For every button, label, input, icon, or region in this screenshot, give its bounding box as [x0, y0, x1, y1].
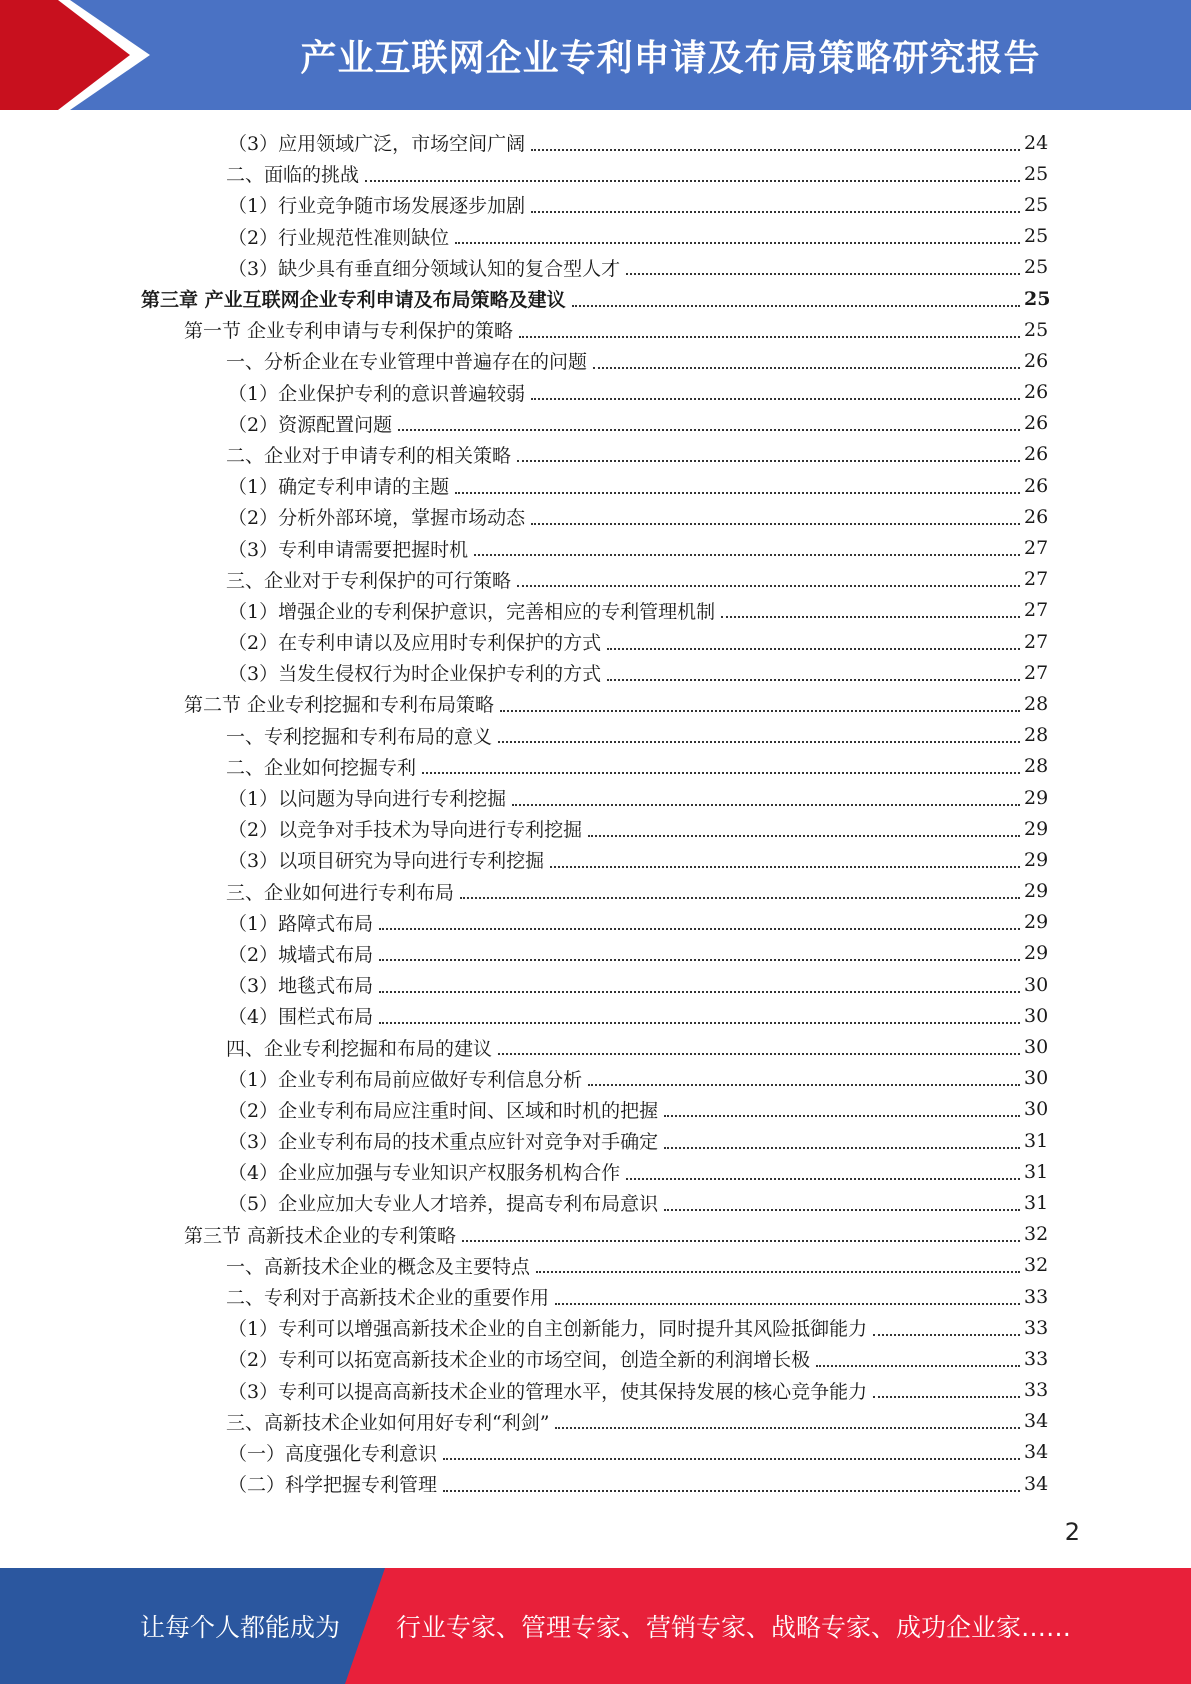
toc-dot-leader	[550, 866, 1020, 868]
toc-dot-leader	[455, 242, 1020, 244]
toc-dot-leader	[379, 991, 1020, 993]
toc-entry[interactable]	[0, 564, 1048, 595]
toc-entry-title: （一）高度强化专利意识	[228, 1442, 438, 1465]
toc-dot-leader	[588, 835, 1020, 837]
toc-entry-title: 一、专利挖掘和专利布局的意义	[226, 725, 493, 748]
toc-entry[interactable]	[0, 189, 1048, 220]
toc-entry[interactable]	[0, 1437, 1048, 1468]
toc-dot-leader	[379, 959, 1020, 961]
toc-dot-leader	[498, 741, 1020, 743]
toc-entry-page: 30	[1024, 1067, 1049, 1090]
toc-entry[interactable]	[0, 377, 1048, 408]
toc-entry-page: 33	[1024, 1316, 1049, 1339]
toc-entry-title: 第三节 高新技术企业的专利策略	[184, 1224, 457, 1247]
toc-entry-page: 34	[1024, 1472, 1049, 1495]
toc-entry-title: （二）科学把握专利管理	[228, 1474, 438, 1497]
document-title: 产业互联网企业专利申请及布局策略研究报告	[300, 37, 1041, 79]
toc-entry[interactable]	[0, 470, 1048, 501]
toc-entry-title: （3）企业专利布局的技术重点应针对竞争对手确定	[228, 1131, 659, 1154]
toc-entry-page: 29	[1024, 817, 1049, 840]
toc-dot-leader	[460, 897, 1020, 899]
toc-entry[interactable]	[0, 1468, 1048, 1499]
toc-entry-title: （3）应用领域广泛，市场空间广阔	[228, 133, 526, 156]
toc-entry-page: 28	[1024, 692, 1049, 715]
toc-entry-title: （3）当发生侵权行为时企业保护专利的方式	[228, 663, 602, 686]
toc-entry[interactable]	[0, 969, 1048, 1000]
toc-entry[interactable]	[0, 1312, 1048, 1343]
footer-slogan-right: 行业专家、管理专家、营销专家、战略专家、成功企业家……	[396, 1613, 1072, 1642]
toc-dot-leader	[555, 1427, 1020, 1429]
toc-entry-title: （2）企业专利布局应注重时间、区域和时机的把握	[228, 1099, 659, 1122]
toc-entry-page: 29	[1024, 880, 1049, 903]
toc-entry-page: 29	[1024, 942, 1049, 965]
toc-entry-title: 二、专利对于高新技术企业的重要作用	[226, 1287, 550, 1310]
toc-entry[interactable]	[0, 532, 1048, 563]
toc-entry-page: 29	[1024, 848, 1049, 871]
toc-entry-page: 32	[1024, 1223, 1049, 1246]
toc-entry[interactable]	[0, 720, 1048, 751]
toc-entry[interactable]	[0, 1281, 1048, 1312]
toc-dot-leader	[664, 1147, 1020, 1149]
toc-entry-title: 第一节 企业专利申请与专利保护的策略	[184, 320, 514, 343]
toc-entry[interactable]	[0, 1219, 1048, 1250]
toc-entry-page: 31	[1024, 1191, 1049, 1214]
toc-dot-leader	[422, 772, 1020, 774]
toc-entry[interactable]	[0, 1156, 1048, 1187]
toc-dot-leader	[531, 149, 1020, 151]
toc-entry[interactable]	[0, 907, 1048, 938]
toc-entry-page: 28	[1024, 724, 1049, 747]
toc-entry-title: 二、面临的挑战	[226, 164, 360, 187]
toc-entry[interactable]	[0, 252, 1048, 283]
toc-entry-title: （2）以竞争对手技术为导向进行专利挖掘	[228, 819, 583, 842]
toc-dot-leader	[572, 305, 1020, 307]
toc-entry-title: （1）以问题为导向进行专利挖掘	[228, 788, 507, 811]
toc-entry-page: 26	[1024, 349, 1049, 372]
toc-entry[interactable]	[0, 1375, 1048, 1406]
toc-entry-page: 27	[1024, 661, 1049, 684]
toc-entry-title: 第三章 产业互联网企业专利申请及布局策略及建议	[141, 289, 566, 312]
toc-entry[interactable]	[0, 626, 1048, 657]
toc-entry[interactable]	[0, 1125, 1048, 1156]
toc-entry[interactable]	[0, 657, 1048, 688]
toc-dot-leader	[873, 1334, 1020, 1336]
toc-dot-leader	[379, 1022, 1020, 1024]
toc-entry-page: 31	[1024, 1129, 1049, 1152]
toc-dot-leader	[379, 928, 1020, 930]
toc-dot-leader	[443, 1458, 1020, 1460]
toc-entry[interactable]	[0, 1250, 1048, 1281]
toc-entry-title: （1）专利可以增强高新技术企业的自主创新能力，同时提升其风险抵御能力	[228, 1318, 868, 1341]
toc-dot-leader	[531, 523, 1020, 525]
toc-entry-title: （3）专利申请需要把握时机	[228, 538, 469, 561]
toc-entry-page: 26	[1024, 443, 1049, 466]
toc-entry[interactable]	[0, 751, 1048, 782]
toc-dot-leader	[365, 180, 1020, 182]
toc-dot-leader	[517, 460, 1020, 462]
toc-entry[interactable]	[0, 314, 1048, 345]
toc-entry-title: 二、企业对于申请专利的相关策略	[226, 444, 512, 467]
toc-entry-page: 27	[1024, 630, 1049, 653]
toc-entry[interactable]	[0, 408, 1048, 439]
toc-entry-title: （1）行业竞争随市场发展逐步加剧	[228, 195, 526, 218]
toc-entry-page: 25	[1024, 287, 1051, 310]
toc-entry-title: （4）企业应加强与专业知识产权服务机构合作	[228, 1162, 621, 1185]
toc-entry[interactable]	[0, 127, 1048, 158]
toc-entry-page: 30	[1024, 973, 1049, 996]
table-of-contents	[0, 127, 1191, 1499]
toc-entry-page: 26	[1024, 381, 1049, 404]
toc-entry-title: （2）行业规范性准则缺位	[228, 226, 450, 249]
toc-dot-leader	[531, 211, 1020, 213]
toc-entry[interactable]	[0, 158, 1048, 189]
toc-entry-title: （1）确定专利申请的主题	[228, 476, 450, 499]
toc-dot-leader	[517, 585, 1020, 587]
toc-entry-title: （2）在专利申请以及应用时专利保护的方式	[228, 632, 602, 655]
toc-entry-page: 25	[1024, 225, 1049, 248]
toc-entry-page: 34	[1024, 1441, 1049, 1464]
toc-entry-page: 26	[1024, 474, 1049, 497]
toc-entry-page: 27	[1024, 537, 1049, 560]
toc-entry-title: （4）围栏式布局	[228, 1006, 374, 1029]
toc-entry[interactable]	[0, 938, 1048, 969]
footer-banner	[0, 1568, 1191, 1684]
toc-dot-leader	[531, 398, 1020, 400]
chevron-logo-icon	[0, 0, 160, 110]
toc-entry-page: 30	[1024, 1004, 1049, 1027]
toc-dot-leader	[873, 1396, 1020, 1398]
toc-entry[interactable]	[0, 1094, 1048, 1125]
toc-dot-leader	[455, 492, 1020, 494]
toc-entry-page: 25	[1024, 162, 1049, 185]
toc-entry-title: 三、企业对于专利保护的可行策略	[226, 569, 512, 592]
toc-entry[interactable]	[0, 595, 1048, 626]
toc-dot-leader	[462, 1240, 1020, 1242]
toc-entry-page: 33	[1024, 1285, 1049, 1308]
toc-entry-page: 34	[1024, 1410, 1049, 1433]
toc-entry-page: 33	[1024, 1347, 1049, 1370]
toc-entry[interactable]	[0, 844, 1048, 875]
toc-entry[interactable]	[0, 1063, 1048, 1094]
toc-entry[interactable]	[0, 688, 1048, 719]
toc-dot-leader	[607, 648, 1020, 650]
toc-entry-page: 32	[1024, 1254, 1049, 1277]
toc-entry[interactable]	[0, 1406, 1048, 1437]
toc-dot-leader	[555, 1303, 1020, 1305]
toc-entry-title: （3）地毯式布局	[228, 975, 374, 998]
toc-entry[interactable]	[0, 1031, 1048, 1062]
toc-entry-title: 四、企业专利挖掘和布局的建议	[226, 1037, 493, 1060]
toc-entry-page: 26	[1024, 412, 1049, 435]
toc-entry-page: 29	[1024, 786, 1049, 809]
toc-entry[interactable]	[0, 1343, 1048, 1374]
toc-dot-leader	[519, 336, 1020, 338]
toc-entry-title: （2）资源配置问题	[228, 413, 393, 436]
toc-dot-leader	[626, 273, 1020, 275]
toc-entry-title: （2）分析外部环境，掌握市场动态	[228, 507, 526, 530]
toc-entry-page: 26	[1024, 505, 1049, 528]
toc-entry-title: （2）城墙式布局	[228, 943, 374, 966]
toc-entry[interactable]	[0, 876, 1048, 907]
toc-dot-leader	[398, 429, 1020, 431]
toc-entry-title: （3）缺少具有垂直细分领域认知的复合型人才	[228, 257, 621, 280]
toc-entry-page: 29	[1024, 911, 1049, 934]
header-bar	[0, 0, 1191, 110]
toc-entry-page: 27	[1024, 599, 1049, 622]
toc-entry-page: 28	[1024, 755, 1049, 778]
toc-entry-page: 30	[1024, 1036, 1049, 1059]
toc-dot-leader	[500, 710, 1020, 712]
toc-entry-title: （2）专利可以拓宽高新技术企业的市场空间，创造全新的利润增长极	[228, 1349, 811, 1372]
toc-dot-leader	[607, 679, 1020, 681]
toc-dot-leader	[536, 1271, 1020, 1273]
toc-dot-leader	[664, 1115, 1020, 1117]
toc-dot-leader	[443, 1490, 1020, 1492]
toc-entry[interactable]	[0, 283, 1051, 314]
toc-entry-title: （3）专利可以提高高新技术企业的管理水平，使其保持发展的核心竞争能力	[228, 1380, 868, 1403]
toc-dot-leader	[498, 1053, 1020, 1055]
toc-entry-title: （1）路障式布局	[228, 912, 374, 935]
toc-entry-title: 三、高新技术企业如何用好专利“利剑”	[226, 1411, 550, 1434]
toc-entry-title: （3）以项目研究为导向进行专利挖掘	[228, 850, 545, 873]
toc-entry[interactable]	[0, 501, 1048, 532]
toc-entry-title: （1）企业专利布局前应做好专利信息分析	[228, 1068, 583, 1091]
toc-entry-page: 25	[1024, 193, 1049, 216]
toc-entry-page: 30	[1024, 1098, 1049, 1121]
toc-dot-leader	[474, 554, 1020, 556]
toc-entry-title: （1）增强企业的专利保护意识，完善相应的专利管理机制	[228, 600, 716, 623]
toc-entry[interactable]	[0, 1187, 1048, 1218]
toc-dot-leader	[593, 367, 1020, 369]
toc-entry[interactable]	[0, 439, 1048, 470]
toc-entry-page: 31	[1024, 1160, 1049, 1183]
footer-slogan-left: 让每个人都能成为	[140, 1613, 341, 1642]
toc-entry-title: 第二节 企业专利挖掘和专利布局策略	[184, 694, 495, 717]
toc-dot-leader	[816, 1365, 1020, 1367]
toc-entry-page: 33	[1024, 1379, 1049, 1402]
page-number: 2	[1064, 1518, 1080, 1546]
toc-dot-leader	[512, 804, 1020, 806]
toc-entry-title: （5）企业应加大专业人才培养，提高专利布局意识	[228, 1193, 659, 1216]
toc-entry[interactable]	[0, 1000, 1048, 1031]
toc-dot-leader	[626, 1178, 1020, 1180]
toc-entry-page: 25	[1024, 318, 1049, 341]
toc-entry-page: 27	[1024, 568, 1049, 591]
toc-dot-leader	[721, 616, 1020, 618]
toc-entry[interactable]	[0, 221, 1048, 252]
toc-entry[interactable]	[0, 813, 1048, 844]
toc-entry[interactable]	[0, 782, 1048, 813]
toc-entry-title: 一、高新技术企业的概念及主要特点	[226, 1255, 531, 1278]
toc-dot-leader	[664, 1209, 1020, 1211]
toc-dot-leader	[588, 1084, 1020, 1086]
toc-entry-page: 25	[1024, 256, 1049, 279]
toc-entry-title: 二、企业如何挖掘专利	[226, 756, 417, 779]
toc-entry-page: 24	[1024, 131, 1049, 154]
toc-entry-title: 三、企业如何进行专利布局	[226, 881, 455, 904]
toc-entry-title: 一、分析企业在专业管理中普遍存在的问题	[226, 351, 588, 374]
toc-entry[interactable]	[0, 345, 1048, 376]
toc-entry-title: （1）企业保护专利的意识普遍较弱	[228, 382, 526, 405]
